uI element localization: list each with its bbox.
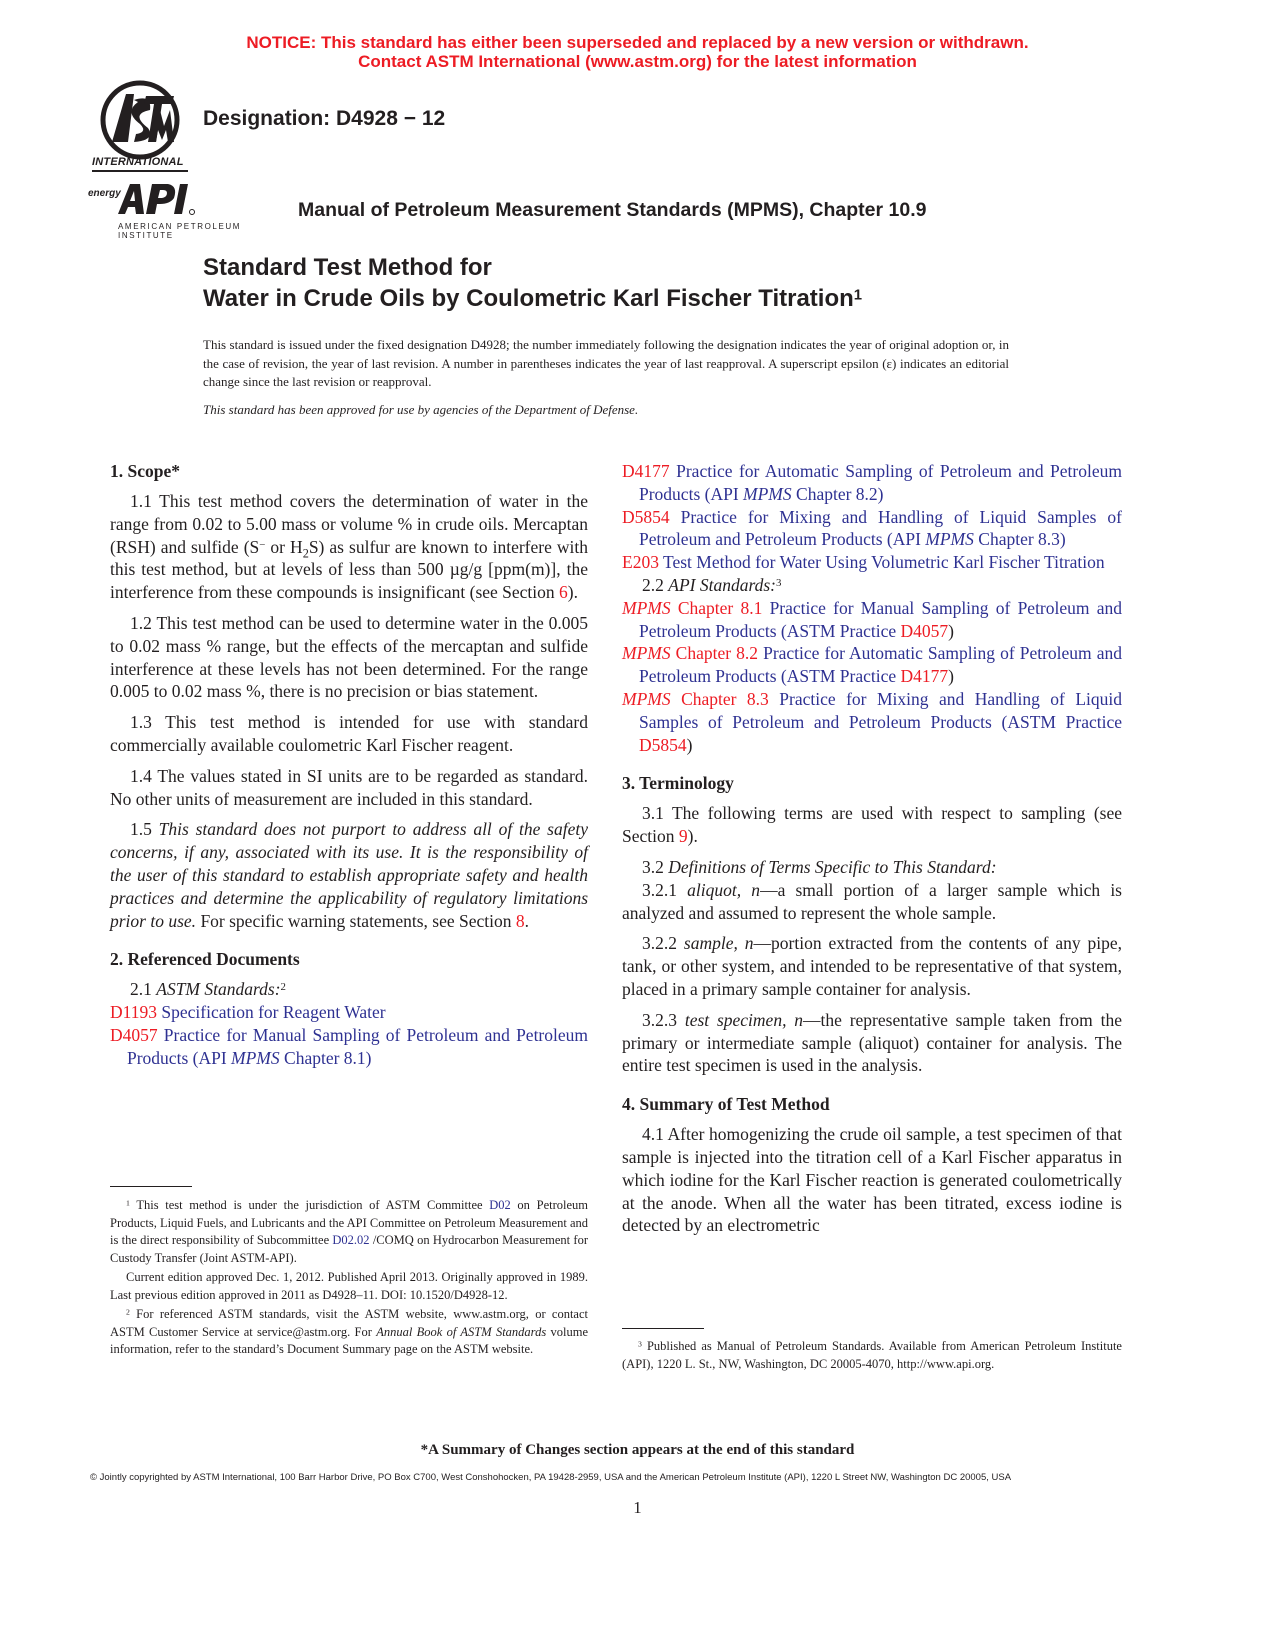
issued-note: This standard is issued under the fixed designation D4928; the number immediately following the designation indicates the year of original adoption or, in the case of revision, the year of last revision. A number in parentheses indicates the year of last reapproval. A superscript epsilon (ε) indicates an editorial change since the last revision or reapproval. bbox=[203, 337, 1009, 389]
api-logo bbox=[88, 182, 298, 240]
para-4-1: 4.1 After homogenizing the crude oil sample, a test specimen of that sample is injected into the titration cell of a Karl Fischer apparatus in which iodine for the Karl Fischer reaction is generated coulometrically at the anode. When all the water has been titrated, excess iodine is detected by an electrometric bbox=[622, 1124, 1122, 1236]
footnote-rule-left bbox=[110, 1186, 192, 1187]
left-column bbox=[110, 460, 588, 1070]
footnotes-left bbox=[110, 1197, 588, 1359]
page-title bbox=[203, 252, 862, 314]
api-standards-label: 2.2 API Standards:$^3$ bbox=[642, 574, 782, 595]
copyright-line: © Jointly copyrighted by ASTM International, 100 Barr Harbor Drive, PO Box C700, West Conshohocken, PA 19428-2959, USA and the American Petroleum Institute (API), 1220 L Street NW, Washington DC 20005, USA bbox=[90, 1472, 1012, 1483]
para-3-2-3: 3.2.3 test specimen, n—the representative sample taken from the primary or intermediate sample (aliquot) container for analysis. The entire test specimen is used in the analysis. bbox=[622, 1009, 1122, 1076]
astm-logo-rule bbox=[92, 170, 188, 172]
ref-mpms-8-2[interactable]: MPMS Chapter 8.2 Practice for Automatic Sampling of Petroleum and Petroleum Products (ASTM Practice D4177) bbox=[622, 643, 1122, 687]
para-1-3: 1.3 This test method is intended for use with standard commercially available coulometric Karl Fischer reagent. bbox=[110, 712, 588, 755]
section-8-link[interactable]: 8 bbox=[515, 910, 525, 931]
ref-e203[interactable]: E203 Test Method for Water Using Volumetric Karl Fischer Titration bbox=[622, 552, 1105, 573]
committee-d02-link[interactable]: D02 bbox=[489, 1198, 511, 1212]
api-logo-caption: AMERICAN PETROLEUM INSTITUTE bbox=[118, 222, 242, 240]
footnote-2: $^2$ For referenced ASTM standards, visit the ASTM website, www.astm.org, or contact ASTM Customer Service at service@astm.org. For Annual Book of ASTM Standards volume information, refer to the standard’s Document Summary page on the ASTM website. bbox=[110, 1307, 588, 1356]
para-1-1: 1.1 This test method covers the determination of water in the range from 0.02 to 5.00 mass or volume % in crude oils. Mercaptan (RSH) and sulfide (S− or $H_2S$) as sulfur are known to interfere with this test method, but at levels of less than 500 µg/g [ppm(m)], the interference from these compounds is insignificant (see Section 6). bbox=[110, 491, 589, 603]
dod-note: This standard has been approved for use by agencies of the Department of Defense. bbox=[203, 402, 639, 417]
notice-line-2: Contact ASTM International (www.astm.org) for the latest information bbox=[358, 52, 917, 71]
ref-d4177[interactable]: D4177 Practice for Automatic Sampling of Petroleum and Petroleum Products (API MPMS Chapter 8.2) bbox=[622, 461, 1122, 504]
subcommittee-d0202-link[interactable]: D02.02 bbox=[332, 1233, 370, 1247]
para-3-1: 3.1 The following terms are used with respect to sampling (see Section 9). bbox=[622, 803, 1122, 847]
section-6-link[interactable]: 6 bbox=[559, 582, 568, 603]
section-4-heading: 4. Summary of Test Method bbox=[622, 1094, 830, 1115]
ref-d4057[interactable]: D4057 Practice for Manual Sampling of Petroleum and Petroleum Products (API MPMS Chapter 8.1) bbox=[110, 1024, 588, 1068]
title-line-2: Water in Crude Oils by Coulometric Karl Fischer Titration$^1$ bbox=[203, 285, 863, 312]
ref-d1193[interactable]: D1193 Specification for Reagent Water bbox=[110, 1002, 386, 1023]
para-3-2-1: 3.2.1 aliquot, n—a small portion of a larger sample which is analyzed and assumed to represent the whole sample. bbox=[622, 879, 1122, 923]
astm-standards-label: 2.1 ASTM Standards:$^2$ bbox=[130, 979, 286, 1000]
ref-d5854[interactable]: D5854 Practice for Mixing and Handling of Liquid Samples of Petroleum and Petroleum Products (API MPMS Chapter 8.3) bbox=[622, 506, 1122, 550]
section-9-link[interactable]: 9 bbox=[678, 826, 688, 847]
title-line-1: Standard Test Method for bbox=[203, 254, 492, 281]
api-logo-icon bbox=[116, 182, 196, 216]
notice-line-1: NOTICE: This standard has either been superseded and replaced by a new version or withdrawn. bbox=[246, 33, 1029, 52]
designation: Designation: D4928 − 12 bbox=[203, 107, 446, 130]
para-1-4: 1.4 The values stated in SI units are to be regarded as standard. No other units of measurement are included in this standard. bbox=[110, 765, 588, 809]
astm-logo-icon bbox=[90, 80, 190, 160]
section-2-heading: 2. Referenced Documents bbox=[110, 949, 300, 970]
right-column bbox=[622, 460, 1122, 1237]
section-1-heading: 1. Scope* bbox=[110, 461, 180, 481]
para-1-2: 1.2 This test method can be used to determine water in the 0.005 to 0.02 mass % range, but the effects of the mercaptan and sulfide interference at these levels has not been determined. For the range 0.005 to 0.02 mass %, there is no precision or bias statement. bbox=[110, 612, 588, 702]
ref-mpms-8-3[interactable]: MPMS Chapter 8.3 Practice for Mixing and Handling of Liquid Samples of Petroleum and Petroleum Products (ASTM Practice D5854) bbox=[622, 688, 1122, 755]
footnote-1: $^1$ This test method is under the jurisdiction of ASTM Committee D02 on Petroleum Products, Liquid Fuels, and Lubricants and the API Committee on Petroleum Measurement and is the direct responsibility of Subcommittee D02.02 /COMQ on Hydrocarbon Measurement for Custody Transfer (Joint ASTM-API). bbox=[110, 1198, 588, 1265]
summary-of-changes-note: *A Summary of Changes section appears at the end of this standard bbox=[420, 1442, 855, 1458]
ref-mpms-8-1[interactable]: MPMS Chapter 8.1 Practice for Manual Sampling of Petroleum and Petroleum Products (ASTM Practice D4057) bbox=[622, 597, 1122, 641]
para-3-2-2: 3.2.2 sample, n—portion extracted from the contents of any pipe, tank, or other system, and intended to be representative of that system, placed in a primary sample container for analysis. bbox=[622, 933, 1123, 999]
para-3-2: 3.2 Definitions of Terms Specific to This Standard: bbox=[642, 856, 997, 877]
section-3-heading: 3. Terminology bbox=[622, 773, 734, 794]
footnote-1-edition: Current edition approved Dec. 1, 2012. Published April 2013. Originally approved in 1989. Last previous edition approved in 2011 as D4928–11. DOI: 10.1520/D4928-12. bbox=[110, 1270, 588, 1302]
footnote-3: $^3$ Published as Manual of Petroleum Standards. Available from American Petroleum Institute (API), 1220 L. St., NW, Washington, DC 20005-4070, http://www.api.org. bbox=[622, 1339, 1122, 1371]
api-logo-energy: energy bbox=[88, 188, 121, 199]
footnote-rule-right bbox=[622, 1328, 704, 1329]
manual-chapter: Manual of Petroleum Measurement Standards (MPMS), Chapter 10.9 bbox=[298, 199, 927, 221]
astm-logo bbox=[90, 80, 190, 175]
title-footnote-ref[interactable]: 1 bbox=[853, 287, 863, 304]
footnotes-right bbox=[622, 1338, 1122, 1373]
astm-logo-caption: INTERNATIONAL bbox=[92, 156, 184, 168]
page-number: 1 bbox=[633, 1498, 642, 1517]
para-1-5: 1.5 This standard does not purport to address all of the safety concerns, if any, associated with its use. It is the responsibility of the user of this standard to establish appropriate safety and health practices and determine the applicability of regulatory limitations prior to use. For specific warning statements, see Section 8. bbox=[110, 819, 588, 931]
